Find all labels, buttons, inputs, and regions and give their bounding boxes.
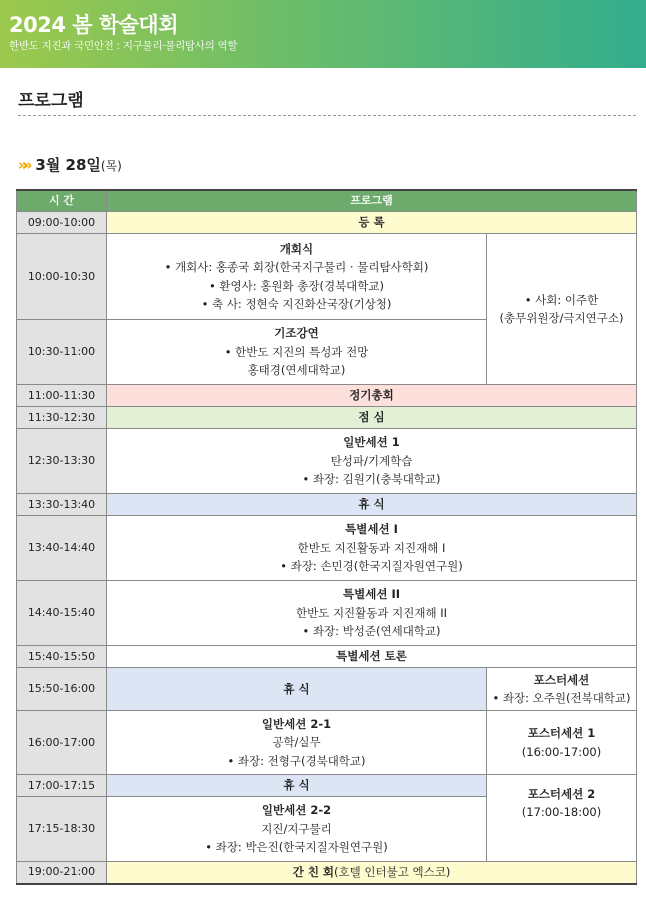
table-row [17,581,637,646]
table-row [17,862,637,884]
section-title: 프로그램 [18,91,84,111]
table-row [17,429,637,494]
table-row [17,385,637,407]
time-cell: 17:00-17:15 [17,775,107,797]
time-cell: 13:40-14:40 [17,516,107,581]
date-day: (목) [100,159,122,173]
column-header-program: 프로그램 [107,190,637,212]
poster-chair: • 좌장: 오주원(전북대학교) [492,691,631,705]
general-session-2-2-cell [107,797,487,862]
table-row [17,494,637,516]
special-discussion-cell: 특별세션 토론 [107,646,637,668]
time-cell: 15:50-16:00 [17,668,107,711]
opening-line: • 환영사: 홍원화 총장(경북대학교) [208,278,384,293]
time-cell: 16:00-17:00 [17,711,107,775]
time-cell: 15:40-15:50 [17,646,107,668]
opening-ceremony-cell [107,234,487,320]
session-title: 특별세션 I [345,522,398,537]
moderator-name: • 사회: 이주한 [524,292,599,307]
moderator-cell [487,234,637,385]
session-title: 특별세션 II [343,587,400,602]
opening-title: 개회식 [279,241,314,256]
header-banner [0,0,646,68]
session-chair: • 좌장: 박은진(한국지질자원연구원) [205,840,388,855]
general-meeting-cell: 정기총회 [107,385,637,407]
date-main: 3월 28일 [35,156,101,174]
session-title: 일반세션 2-2 [261,803,332,818]
time-cell: 10:30-11:00 [17,320,107,385]
keynote-cell [107,320,487,385]
table-row [17,711,637,775]
poster-title: 포스터세션 2 [527,787,596,801]
time-cell: 09:00-10:00 [17,212,107,234]
column-header-time: 시 간 [17,190,107,212]
time-cell: 13:30-13:40 [17,494,107,516]
date-heading [18,154,122,175]
poster-time: (16:00-17:00) [521,744,602,759]
time-cell: 12:30-13:30 [17,429,107,494]
session-topic: 공학/실무 [272,735,321,750]
poster-session-1-cell [487,711,637,775]
banquet-cell [107,862,637,884]
poster-session-2-cell [487,775,637,862]
session-chair: • 좌장: 전형구(경북대학교) [227,753,366,768]
time-cell: 17:15-18:30 [17,797,107,862]
session-title: 일반세션 2-1 [261,716,332,731]
special-session-2-cell [107,581,637,646]
keynote-title: 기조강연 [274,326,319,341]
keynote-topic: • 한반도 지진의 특성과 전망 [224,344,369,359]
session-chair: • 좌장: 김원기(충북대학교) [302,472,441,487]
table-row [17,212,637,234]
conference-title: 2024 봄 학술대회 [9,13,178,37]
table-row [17,234,637,320]
time-cell: 11:30-12:30 [17,407,107,429]
time-cell: 19:00-21:00 [17,862,107,884]
table-header-row [17,190,637,212]
poster-title: 포스터세션 [533,672,590,687]
table-row [17,668,637,711]
program-table [16,189,637,885]
time-cell: 10:00-10:30 [17,234,107,320]
conference-subtitle: 한반도 지진과 국민안전 : 지구물리·물리탐사의 역할 [9,40,238,52]
opening-line: • 개회사: 홍종국 회장(한국지구물리 · 물리탐사학회) [164,260,429,275]
table-row [17,646,637,668]
section-divider [18,115,636,116]
break-cell: 휴 식 [107,775,487,797]
moderator-affiliation: (총무위원장/극지연구소) [499,311,624,325]
banquet-title: 간 친 회 [292,865,335,880]
general-session-1-cell [107,429,637,494]
special-session-1-cell [107,516,637,581]
session-topic: 한반도 지진활동과 지진재해 II [295,605,448,620]
poster-time: (17:00-18:00) [521,805,602,820]
registration-cell: 등 록 [107,212,637,234]
double-chevron-icon: »» [18,156,28,174]
keynote-speaker: 홍태경(연세대학교) [247,363,346,378]
session-chair: • 좌장: 손민경(한국지질자원연구원) [280,559,463,574]
session-chair: • 좌장: 박성준(연세대학교) [302,624,441,639]
session-topic: 한반도 지진활동과 지진재해 I [297,540,446,555]
time-cell: 14:40-15:40 [17,581,107,646]
poster-session-cell [487,668,637,711]
general-session-2-1-cell [107,711,487,775]
table-row [17,516,637,581]
time-cell: 11:00-11:30 [17,385,107,407]
banquet-venue: (호텔 인터불고 엑스코) [334,865,451,880]
session-title: 일반세션 1 [343,435,400,450]
table-row [17,407,637,429]
break-cell: 휴 식 [107,494,637,516]
table-row [17,775,637,797]
session-topic: 지진/지구물리 [261,821,332,836]
lunch-cell: 점 심 [107,407,637,429]
opening-line: • 축 사: 정현숙 지진화산국장(기상청) [201,296,392,311]
break-cell: 휴 식 [107,668,487,711]
poster-title: 포스터세션 1 [527,726,596,741]
session-topic: 탄성파/기계학습 [330,453,413,468]
